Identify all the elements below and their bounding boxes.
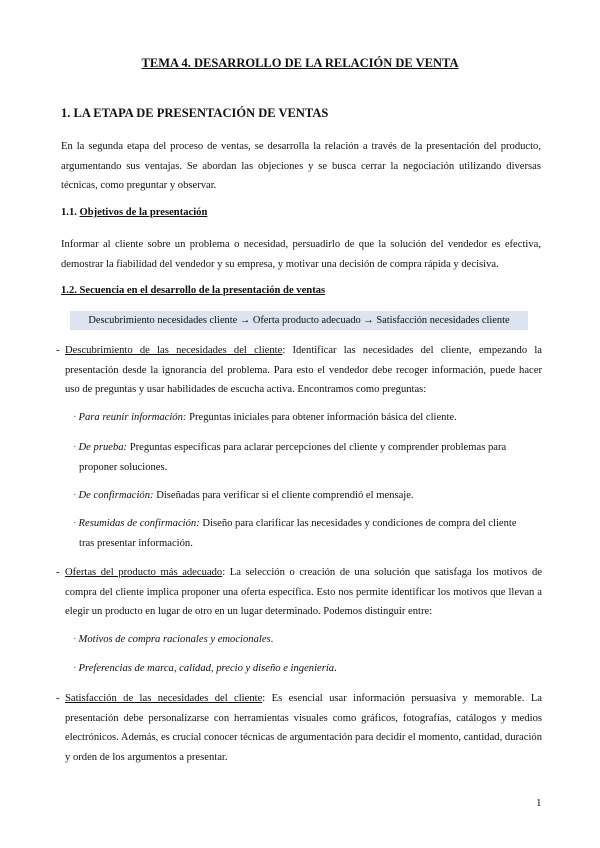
- motive-label: Motivos de compra racionales y emocionales: [78, 634, 271, 645]
- bullet-offers-lead: Ofertas del producto más adecuado: [65, 567, 223, 578]
- section-1-intro: En la segunda etapa del proceso de ventas, se desarrolla la relación a través de la presentación del producto, argumentando sus ventajas. Se abordan las objeciones y se busca cerrar la negociación utilizando diversas técnicas, como preguntar y observar.: [61, 141, 541, 191]
- question-type-label: Para reunir información:: [78, 412, 187, 423]
- question-type-item: [73, 408, 541, 428]
- motive-text: .: [270, 634, 274, 645]
- question-type-item: [73, 438, 541, 477]
- bullet-dash: -: [56, 693, 60, 704]
- question-type-text: Diseño para clarificar las necesidades y condiciones de compra del cliente: [199, 518, 517, 529]
- section-1-1-heading: [61, 207, 207, 218]
- bullet-dash: -: [56, 567, 60, 578]
- question-type-text: Preguntas iniciales para obtener información básica del cliente.: [186, 412, 457, 423]
- bullet-offers-text: : La selección o creación de una solución que satisfaga los motivos de compra del cliente implica proponer una oferta específica. Esto nos permite identificar los motivos que llevan a elegir un producto en lugar de otro en un lugar determinado. Podemos distinguir entre:: [65, 567, 542, 617]
- section-1-1-number: 1.1.: [61, 207, 77, 218]
- bullet-discovery: [56, 341, 542, 400]
- dot-marker: ·: [73, 663, 77, 674]
- question-type-item: [73, 486, 541, 506]
- question-type-label: Resumidas de confirmación:: [78, 518, 200, 529]
- question-type-text-continued: proponer soluciones.: [79, 461, 168, 473]
- question-type-label: De confirmación:: [78, 490, 154, 501]
- document-title: TEMA 4. DESARROLLO DE LA RELACIÓN DE VENTA: [141, 56, 459, 70]
- sequence-highlight: Descubrimiento necesidades cliente → Oferta producto adecuado → Satisfacción necesidades cliente: [70, 311, 528, 330]
- dot-marker: ·: [73, 442, 77, 453]
- section-1-1-title: Objetivos de la presentación: [79, 207, 208, 218]
- question-type-label: De prueba:: [78, 442, 128, 453]
- section-1-2-heading: [61, 285, 325, 296]
- question-type-item: [73, 514, 541, 553]
- motive-item: [73, 630, 541, 650]
- dot-marker: ·: [73, 412, 77, 423]
- bullet-dash: -: [56, 345, 60, 356]
- bullet-discovery-lead: Descubrimiento de las necesidades del cliente: [65, 345, 283, 356]
- section-1-2-title: 1.2. Secuencia en el desarrollo de la presentación de ventas: [61, 285, 326, 296]
- question-type-text-continued: tras presentar información.: [79, 537, 193, 549]
- section-1-heading: 1. LA ETAPA DE PRESENTACIÓN DE VENTAS: [61, 106, 329, 120]
- dot-marker: ·: [73, 634, 77, 645]
- section-1-1-text: Informar al cliente sobre un problema o necesidad, persuadirlo de que la solución del vendedor es efectiva, demostrar la fiabilidad del vendedor y su empresa, y motivar una decisión de compra rápida y decisiva.: [61, 239, 541, 270]
- motive-text: .: [334, 663, 337, 674]
- bullet-offers: [56, 563, 542, 622]
- question-type-text: Diseñadas para verificar si el cliente comprendió el mensaje.: [153, 490, 414, 501]
- bullet-satisfaction-lead: Satisfacción de las necesidades del cliente: [65, 693, 263, 704]
- motive-label: Preferencias de marca, calidad, precio y diseño e ingeniería: [78, 663, 335, 674]
- bullet-satisfaction-text: : Es esencial usar información persuasiva y memorable. La presentación debe personalizarse con herramientas visuales como gráficos, fotografías, catálogos y medios electrónicos. Además, es crucial conocer técnicas de argumentación para decidir el momento, cantidad, duración y orden de los argumentos a presentar.: [65, 693, 542, 763]
- motive-item: [73, 659, 541, 679]
- page-number: 1: [536, 797, 542, 809]
- bullet-satisfaction: [56, 689, 542, 767]
- dot-marker: ·: [73, 490, 77, 501]
- question-type-text: Preguntas específicas para aclarar percepciones del cliente y comprender problemas para: [127, 442, 507, 453]
- bullet-discovery-text: : Identificar las necesidades del cliente, empezando la presentación desde la ignorancia del problema. Para esto el vendedor debe recoger información, puede hacer uso de preguntas y usar habilidades de escucha activa. Encontramos como preguntas:: [65, 345, 542, 395]
- dot-marker: ·: [73, 518, 77, 529]
